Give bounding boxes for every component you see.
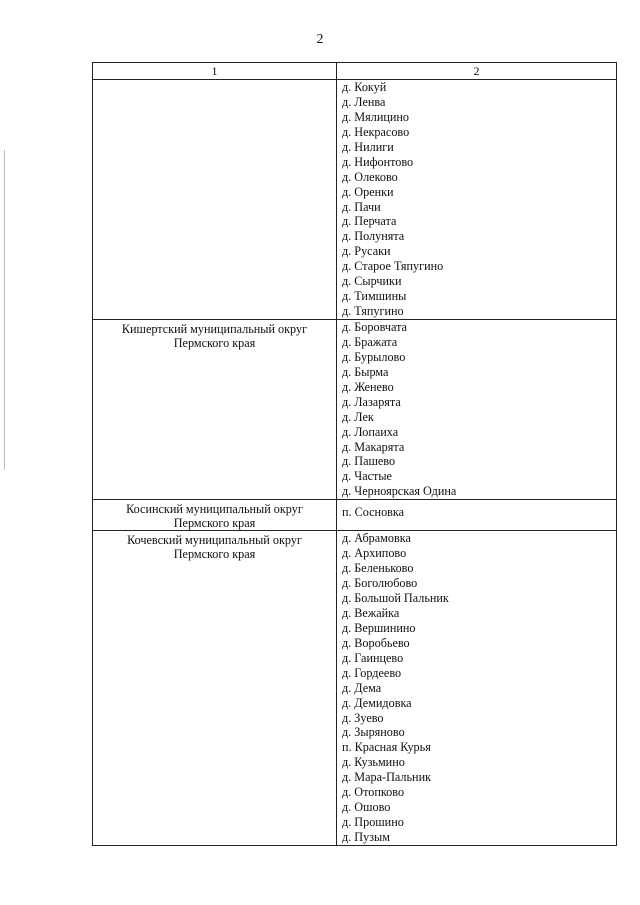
district-name: Кишертский муниципальный округ Пермского края [121, 322, 308, 350]
settlement-item: д. Кокуй [342, 80, 387, 94]
settlement-item: д. Демидовка [342, 695, 412, 710]
settlement-item: д. Воробьево [342, 635, 410, 650]
district-name: Кочевский муниципальный округ Пермского края [127, 533, 302, 562]
settlement-item: д. Олеково [342, 169, 398, 184]
settlement-item: д. Полунята [342, 229, 405, 244]
settlement-item: д. Нилиги [342, 139, 394, 154]
settlement-item: д. Перчата [342, 214, 397, 229]
settlement-item: д. Оренки [342, 184, 394, 199]
settlement-item: д. Пачи [342, 199, 381, 214]
settlement-item: д. Большой Пальник [342, 591, 449, 605]
settlement-item: д. Вершинино [342, 620, 416, 635]
table-row [93, 80, 617, 320]
settlement-item: д. Русаки [342, 244, 391, 259]
settlement-item: д. Зуево [342, 710, 384, 725]
places-cell [337, 80, 617, 320]
district-cell [93, 500, 337, 531]
settlement-item: д. Боровчата [342, 320, 407, 334]
settlement-item: д. Мара-Пальник [342, 770, 432, 785]
settlement-item: д. Архипово [342, 546, 407, 561]
settlement-item: д. Гаинцево [342, 650, 404, 665]
settlement-item: д. Макарята [342, 439, 405, 454]
places-cell [337, 500, 617, 531]
table-row [93, 500, 617, 531]
settlement-item: д. Кузьмино [342, 755, 405, 770]
settlement-item: д. Вежайка [342, 605, 400, 620]
settlement-item: д. Прошино [342, 815, 404, 830]
settlements-table [92, 62, 617, 846]
settlement-item: д. Пузым [342, 830, 390, 844]
settlement-item: д. Лазарята [342, 394, 401, 409]
column-header-2: 2 [337, 63, 617, 80]
settlement-item: д. Пашево [342, 454, 396, 469]
table-body [93, 80, 617, 846]
settlement-item: д. Ошово [342, 800, 391, 815]
settlement-item: д. Тимшины [342, 289, 407, 304]
settlement-item: п. Красная Курья [342, 740, 431, 755]
settlement-item: д. Мялицино [342, 109, 410, 124]
settlement-item: д. Гордеево [342, 665, 402, 680]
settlement-item: д. Зыряново [342, 725, 405, 740]
settlement-item: д. Беленьково [342, 561, 414, 576]
settlement-item: д. Частые [342, 469, 392, 484]
page-number: 2 [316, 32, 324, 47]
settlement-item: д. Бурылово [342, 349, 406, 364]
settlement-item: д. Тяпугино [342, 304, 404, 319]
column-header-1: 1 [93, 63, 337, 80]
places-cell [337, 320, 617, 500]
table-row [93, 320, 617, 500]
settlement-item: д. Бырма [342, 364, 389, 379]
settlement-item: д. Женево [342, 379, 394, 394]
table-header-row [93, 63, 617, 80]
scan-edge-line [4, 150, 5, 470]
district-cell [93, 531, 337, 846]
settlement-item: д. Некрасово [342, 124, 410, 139]
places-cell [337, 531, 617, 846]
settlement-item: д. Сырчики [342, 274, 402, 289]
settlement-item: п. Сосновка [342, 505, 405, 520]
settlement-item: д. Черноярская Одина [342, 484, 457, 499]
settlement-item: д. Лопаиха [342, 424, 399, 439]
settlement-item: д. Старое Тяпугино [342, 259, 444, 274]
district-cell [93, 320, 337, 500]
settlement-item: д. Ленва [342, 94, 386, 109]
settlement-item: д. Абрамовка [342, 531, 411, 546]
district-cell [93, 80, 337, 320]
settlement-item: д. Отопково [342, 785, 405, 800]
settlement-item: д. Дема [342, 680, 382, 695]
settlement-item: д. Нифонтово [342, 154, 414, 169]
settlement-item: д. Боголюбово [342, 576, 418, 591]
district-name: Косинский муниципальный округ Пермского края [126, 502, 303, 531]
table-row [93, 531, 617, 846]
settlement-item: д. Бражата [342, 334, 398, 349]
settlement-item: д. Лек [342, 409, 374, 424]
